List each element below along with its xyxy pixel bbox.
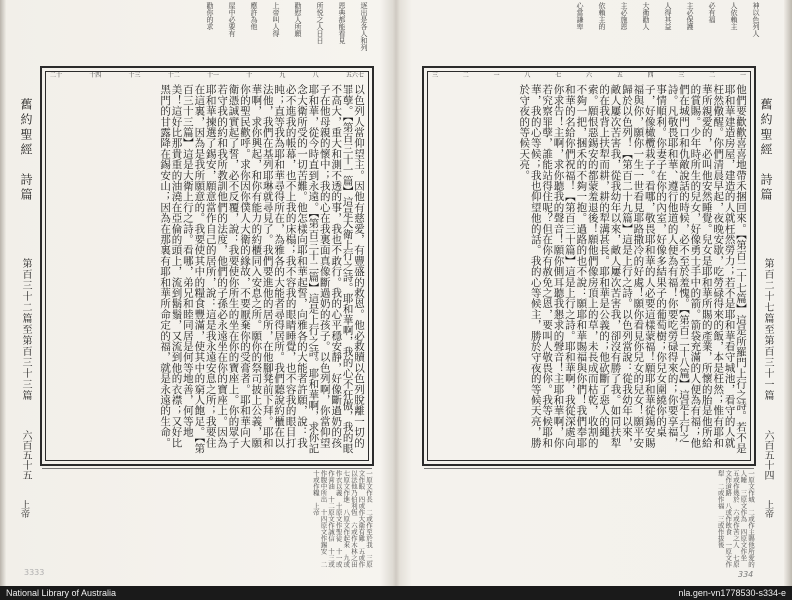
left-edge-shadow: [0, 0, 6, 586]
headnote: 勸你的求: [206, 2, 214, 30]
rubric-number: 十三: [128, 72, 141, 79]
rubric-number: 五六七: [345, 72, 364, 79]
headnote: 上帝叫人得: [272, 2, 280, 37]
rubric-number: 七: [555, 72, 562, 79]
rubric-number: 十一: [206, 72, 219, 79]
headnote: 心當謙卑: [576, 2, 584, 30]
headnote: 主必施恩: [620, 2, 628, 30]
headnote: 必有福: [708, 2, 716, 23]
archive-footer: [0, 586, 792, 600]
rubric-number: 六: [585, 72, 592, 79]
rubric-number: 八: [312, 72, 319, 79]
right-chapter-range: 第百二十七篇至第百三十一篇: [762, 258, 773, 401]
headnote: 人依賴主: [730, 2, 738, 30]
right-page-stamp: 334: [738, 570, 754, 579]
headnote: 所悦之人日日: [316, 2, 324, 44]
library-name: National Library of Australia: [6, 588, 117, 598]
left-running-title: 舊約聖經 詩篇: [19, 98, 33, 203]
rubric-number: 五: [616, 72, 623, 79]
headnote: 依賴主的: [598, 2, 606, 30]
left-page-stamp: 3333: [24, 568, 45, 577]
image-identifier: nla.gen-vn1778530-s334-e: [678, 588, 786, 598]
headnote: 恩典都能看見: [338, 2, 346, 44]
rubric-number: 三: [678, 72, 685, 79]
headnote: 勸慰人所願: [294, 2, 302, 37]
headnote: 神以色列人: [752, 2, 760, 37]
rubric-number: 三: [432, 72, 439, 79]
rubric-number: 十: [246, 72, 253, 79]
left-volume-mark: 上帝: [19, 500, 29, 518]
rubric-number: 一: [739, 72, 746, 79]
rubric-number: 十四: [89, 72, 102, 79]
headnote: 大衛勸人: [642, 2, 650, 30]
right-volume-mark: 上帝: [763, 500, 773, 518]
headnote: 逐出是各人和列: [360, 2, 368, 51]
headnote: 主必保護: [686, 2, 694, 30]
left-body-text: 以色列人當仰望主。因他有慈愛，有豐盛的救恩。他必救贖以色列脫離一切的罪孽。【第百三十一篇】這是大衛上行之詩。耶和華啊，我的心不狂傲，我的眼不高大，重大和測不透的事，我也不敢行。我的心平穩安靜，好像斷過奶的孩子在他母親的懷中；我的心在我裏面真像斷過奶的孩子。以色列啊，你當仰望耶和華，從今時直到永遠。【第百三十二篇】這是上行之詩。耶和華啊，求你記念大衛所受的一切苦難。他怎樣向耶和華起誓，向雅各的大能者許願，說：我必不進我的帳幕，也不上我的床榻；我不容我的眼睛睡覺，也不容我的眼目打盹；直等我為耶和華尋得所在，為雅各的大能者尋得居所。我們聽說約櫃在以法他，我們在基列耶琳就尋見了。我們要進他的居所，在他腳凳前下拜。耶和華啊，求你興起，和你有能力的約櫃同入安息之所。願你的祭司披上公義，願你的聖民歡呼。求你因你僕人大衛的緣故，不要厭棄你的受膏者。耶和華向大衛憑誠實起了誓，必不反覆，說：我要使你所生的坐在你的寶座上。你的眾子若守我的約和我所教訓他們的法度，他們的子孫必永遠坐在你的寶座上。因為耶和華揀選了錫安，願意當作自己的居所，說：這是我永遠安息之所；我要住在這裏，因為是我所願意的。我要使其中的糧食豐滿，使其中的窮人飽足。【第百三十三篇】這是大衛上行之詩。看哪，弟兄和睦同居是何等地善，何等地美！這好比那貴重的油澆在亞倫的頭上，流到鬍鬚，又流到他的衣襟；又好比黑門的甘露降在錫安山；因為在那裏有耶和華所命定的福，就是永遠的生命。: [159, 84, 365, 454]
right-headnotes: [440, 2, 760, 64]
right-rubric-row: [428, 70, 750, 79]
right-edge-shadow: [784, 0, 792, 586]
left-footnotes: 一原文作長 二或作至於我 三原文作眼 四或作大衛有難 五或作以法他乃伯利恆 六或作木林之田 七原文作進 八原文作起來 九或作衣以義 十原文作聖徒 十一或作膏油 十二原文作誠信 十三或作腹中所出 十四原文作錫安 二十或作糧 上帝: [311, 470, 373, 574]
left-footnote-rule: [42, 468, 372, 469]
headnote: 應許為他: [250, 2, 258, 30]
rubric-number: 二: [709, 72, 716, 79]
right-footnote-rule: [424, 468, 754, 469]
rubric-number: 九: [279, 72, 286, 79]
rubric-number: 一: [493, 72, 500, 79]
left-headnotes: [48, 2, 368, 64]
rubric-number: 十二: [167, 72, 180, 79]
left-rubric-row: [46, 70, 368, 79]
right-running-title: 舊約聖經 詩篇: [759, 98, 773, 203]
right-body-text: 他們要歡歡喜喜地帶禾捆回來。【第百二十七篇】這是所羅門上行之詩。若不是耶和華建造房屋，建造的人就枉然勞力；若不是耶和華看守城池，看守的人就枉然儆醒。你們清晨早起，夜晚安歇，吃勞碌得來的飯，本是枉然；惟有耶和華所親愛的，必叫他安然睡覺。兒女是耶和華所賜的產業，所懷的胎是他所給的賞賜。少年時所生的兒女，好像勇士手中的箭。箭袋充滿的人便為有福；他們在城門口和仇敵說話的時候，必不至於羞愧。【第百二十八篇】這是上行之詩。凡敬畏耶和華、遵行他道的人便為有福！你要吃勞碌得來的；你要享福，事情順利。你妻子在你的內室，好像多結果子的葡萄樹；你兒女圍繞你的桌子，好像橄欖栽子。看哪，敬畏耶和華的人必要這樣蒙福！願耶和華從錫安賜福與你，願你一生一世看見耶路撒冷的好處！願你看見你兒女的兒女！願平安歸於以色列！【第百二十九篇】這是上行之詩。以色列當說：從我幼年以來，敵人屢次苦害我，從我幼年以來，敵人屢次苦害我，卻沒有勝了我。如同扶犁的在我背上扶犁而耕，耕的犁溝甚長。耶和華是公義的；他砍斷了惡人的繩索。願恨惡錫安的都蒙羞退後！願他們像房頂上的草，未長成而枯乾，收割的不夠一把，捆禾的不夠一抱。過路的也不說：願耶和華賜福與你們！我們奉耶和華的名給你們祝福！【第百三十篇】這是上行之詩。耶和華啊，我從深處向你求告！主啊，求你聽我的聲音！願你側耳聽我懇求的聲音！主耶和華啊，你若究察罪孽，誰能站得住呢？但在你有赦免之恩，要叫人敬畏你。我等候耶和華，我的心等候；我也仰望他的話。我的心等候主，勝於守夜的等候天亮，勝於守夜的等候天亮。: [518, 84, 747, 454]
right-footnotes: 一原文作城 二或作主賜他所愛的人睡 三原文作為 四原文作坐 五或作幾於 六或作苦之人 七原文作道路 八或作飲食 一原文作犁 二或作福 三或作拔後: [716, 470, 755, 568]
right-page-number: 六百五十四: [762, 430, 773, 480]
rubric-number: 二十: [50, 72, 63, 79]
headnote: 屋中必要有: [228, 2, 236, 37]
rubric-number: 八: [524, 72, 531, 79]
rubric-number: 四: [647, 72, 654, 79]
rubric-number: 二: [462, 72, 469, 79]
headnote: 人得其益: [664, 2, 672, 30]
left-page-number: 六百五十五: [20, 430, 31, 480]
left-chapter-range: 第百三十二篇至第百三十三篇: [20, 258, 31, 401]
